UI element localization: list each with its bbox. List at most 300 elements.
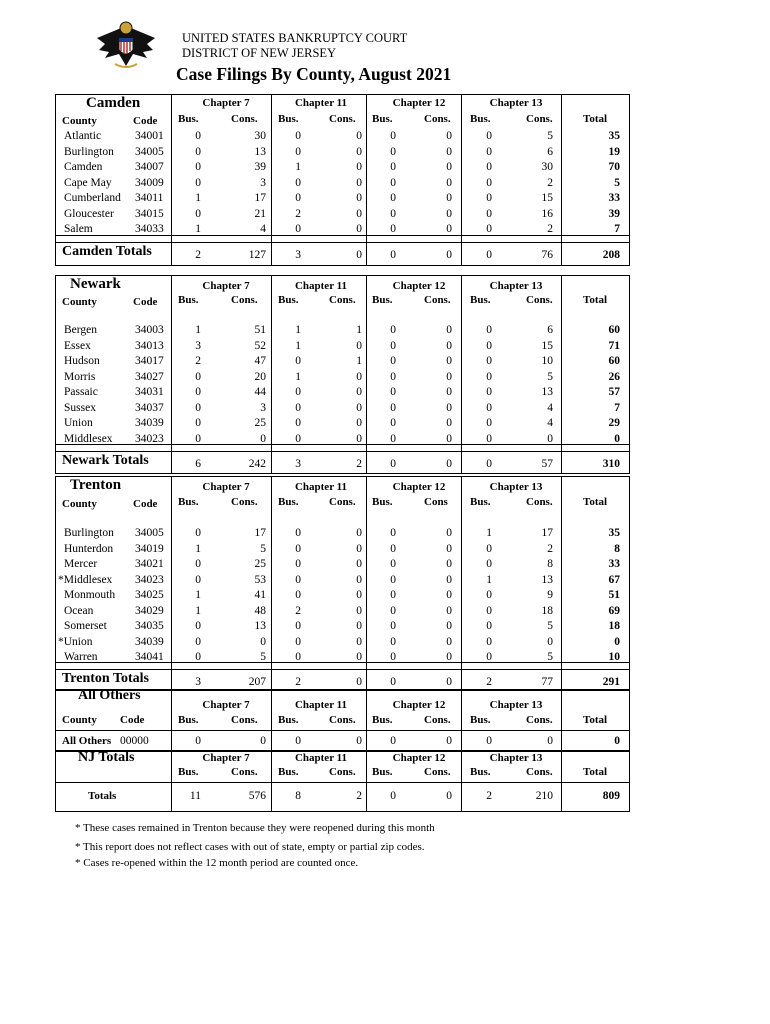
row-divider (56, 242, 629, 243)
chapter-13-header: Chapter 13 (489, 699, 543, 711)
total-cell: 39 (608, 207, 620, 220)
value-cell: 1 (195, 589, 201, 601)
county-name: *Union (58, 635, 93, 648)
county-name: Burlington (64, 527, 114, 539)
value-cell: 0 (486, 417, 492, 429)
chapter-12-header: Chapter 12 (392, 97, 446, 109)
value-cell: 17 (541, 527, 553, 539)
value-cell: 51 (254, 324, 266, 336)
value-cell: 0 (486, 249, 492, 261)
value-cell: 15 (541, 339, 553, 352)
value-cell: 17 (254, 527, 266, 539)
footnote-counted-once: * Cases re-opened within the 12 month period are counted once. (75, 857, 359, 869)
row-divider (56, 730, 629, 731)
value-cell: 16 (541, 207, 553, 220)
value-cell: 1 (195, 604, 201, 617)
value-cell: 1 (486, 527, 492, 539)
value-cell: 0 (446, 589, 452, 601)
value-cell: 0 (486, 635, 492, 648)
chapter-11-header: Chapter 11 (294, 97, 348, 109)
value-cell: 0 (356, 604, 362, 617)
value-cell: 0 (486, 589, 492, 601)
value-cell: 11 (189, 790, 201, 802)
all-others-row-label: All Others (62, 735, 112, 747)
value-cell: 13 (541, 573, 553, 586)
section-newark (55, 275, 630, 474)
value-cell: 0 (356, 735, 362, 747)
value-cell: 5 (260, 651, 266, 663)
chapter-7-header: Chapter 7 (202, 481, 250, 493)
total-cell: 8 (614, 542, 620, 555)
county-code: 34021 (135, 558, 164, 570)
county-code: 34037 (135, 401, 164, 414)
value-cell: 0 (356, 401, 362, 414)
value-cell: 5 (547, 620, 553, 632)
value-cell: 2 (295, 604, 301, 617)
value-cell: 0 (390, 370, 396, 383)
value-cell: 207 (248, 676, 266, 688)
business-subheader: Bus. (372, 294, 393, 306)
value-cell: 0 (446, 161, 452, 173)
total-cell: 10 (608, 651, 620, 663)
total-cell: 51 (608, 589, 620, 601)
value-cell: 0 (486, 735, 492, 747)
value-cell: 0 (356, 589, 362, 601)
page-title: Case Filings By County, August 2021 (176, 64, 452, 84)
value-cell: 0 (195, 558, 201, 570)
county-name: Middlesex (64, 432, 113, 445)
business-subheader: Bus. (470, 714, 491, 726)
value-cell: 0 (356, 161, 362, 173)
value-cell: 5 (547, 651, 553, 663)
value-cell: 210 (535, 790, 553, 802)
total-cell: 0 (614, 432, 620, 445)
chapter-11-header: Chapter 11 (294, 481, 348, 493)
value-cell: 0 (446, 355, 452, 367)
value-cell: 30 (541, 161, 553, 173)
value-cell: 0 (195, 651, 201, 663)
value-cell: 0 (486, 207, 492, 220)
value-cell: 2 (486, 790, 492, 802)
section-totals-label: Newark Totals (62, 453, 149, 468)
value-cell: 0 (486, 161, 492, 173)
value-cell: 1 (486, 573, 492, 586)
value-cell: 1 (356, 355, 362, 367)
value-cell: 76 (541, 249, 553, 261)
county-name: Union (64, 417, 93, 429)
value-cell: 0 (446, 635, 452, 648)
value-cell: 57 (541, 458, 553, 470)
section-totals-label: Trenton Totals (62, 671, 150, 686)
value-cell: 0 (486, 355, 492, 367)
value-cell: 20 (254, 370, 266, 383)
value-cell: 0 (446, 223, 452, 235)
county-name: Camden (64, 161, 103, 173)
value-cell: 0 (356, 542, 362, 555)
total-cell: 0 (614, 635, 620, 648)
value-cell: 0 (356, 635, 362, 648)
county-code: 34015 (135, 207, 164, 220)
value-cell: 41 (254, 589, 266, 601)
value-cell: 0 (486, 651, 492, 663)
value-cell: 1 (195, 223, 201, 235)
value-cell: 0 (195, 417, 201, 429)
value-cell: 0 (446, 651, 452, 663)
total-cell: 7 (614, 223, 620, 235)
consumer-subheader: Cons. (231, 113, 258, 125)
value-cell: 0 (356, 223, 362, 235)
value-cell: 6 (195, 458, 201, 470)
chapter-11-header: Chapter 11 (294, 699, 348, 711)
total-cell: 70 (608, 161, 620, 173)
chapter-7-header: Chapter 7 (202, 97, 250, 109)
total-cell: 291 (602, 676, 620, 688)
value-cell: 127 (248, 249, 266, 261)
total-cell: 69 (608, 604, 620, 617)
county-code: 34017 (135, 355, 164, 367)
total-cell: 7 (614, 401, 620, 414)
chapter-13-header: Chapter 13 (489, 280, 543, 292)
section-title: Camden (86, 95, 141, 111)
value-cell: 0 (547, 735, 553, 747)
value-cell: 0 (295, 589, 301, 601)
value-cell: 3 (195, 339, 201, 352)
business-subheader: Bus. (178, 113, 199, 125)
total-cell: 310 (602, 458, 620, 470)
county-name: Passaic (64, 386, 98, 398)
value-cell: 0 (390, 130, 396, 142)
county-code: 00000 (120, 735, 149, 747)
value-cell: 8 (547, 558, 553, 570)
section-all-others (55, 689, 630, 751)
value-cell: 0 (295, 735, 301, 747)
consumer-subheader: Cons. (526, 294, 553, 306)
value-cell: 0 (356, 676, 362, 688)
value-cell: 0 (446, 339, 452, 352)
value-cell: 5 (260, 542, 266, 555)
value-cell: 0 (390, 223, 396, 235)
county-name: Hudson (64, 355, 100, 367)
county-code: 34013 (135, 339, 164, 352)
value-cell: 0 (486, 604, 492, 617)
consumer-subheader: Cons. (231, 294, 258, 306)
business-subheader: Bus. (372, 113, 393, 125)
value-cell: 0 (486, 458, 492, 470)
footnote-zip-codes: * This report does not reflect cases with out of state, empty or partial zip codes. (75, 841, 425, 853)
value-cell: 44 (254, 386, 266, 398)
value-cell: 0 (446, 145, 452, 158)
value-cell: 0 (486, 339, 492, 352)
value-cell: 0 (195, 527, 201, 539)
business-subheader: Bus. (470, 496, 491, 508)
value-cell: 2 (195, 355, 201, 367)
consumer-subheader: Cons. (424, 113, 451, 125)
value-cell: 0 (390, 192, 396, 204)
value-cell: 0 (446, 676, 452, 688)
business-subheader: Bus. (178, 714, 199, 726)
chapter-11-header: Chapter 11 (294, 752, 348, 764)
value-cell: 576 (248, 790, 266, 802)
value-cell: 0 (547, 432, 553, 445)
value-cell: 15 (541, 192, 553, 204)
value-cell: 0 (446, 432, 452, 445)
value-cell: 8 (295, 790, 301, 802)
value-cell: 53 (254, 573, 266, 586)
value-cell: 0 (446, 573, 452, 586)
court-seal-eagle-icon (95, 20, 157, 72)
value-cell: 0 (446, 790, 452, 802)
value-cell: 0 (195, 130, 201, 142)
value-cell: 0 (356, 651, 362, 663)
value-cell: 0 (390, 651, 396, 663)
county-name: Bergen (64, 324, 98, 336)
court-name: UNITED STATES BANKRUPTCY COURT DISTRICT OF NEW JERSEY (182, 31, 408, 60)
county-code: 34027 (135, 370, 164, 383)
value-cell: 3 (260, 401, 266, 414)
value-cell: 18 (541, 604, 553, 617)
value-cell: 0 (486, 223, 492, 235)
value-cell: 3 (195, 676, 201, 688)
value-cell: 0 (295, 417, 301, 429)
value-cell: 0 (195, 635, 201, 648)
business-subheader: Bus. (278, 294, 299, 306)
business-subheader: Bus. (178, 496, 199, 508)
value-cell: 0 (446, 207, 452, 220)
total-cell: 208 (602, 249, 620, 261)
code-header: Code (120, 714, 145, 726)
business-subheader: Bus. (278, 714, 299, 726)
value-cell: 3 (295, 249, 301, 261)
consumer-subheader: Cons. (526, 714, 553, 726)
business-subheader: Bus. (470, 113, 491, 125)
business-subheader: Bus. (178, 766, 199, 778)
row-divider (56, 669, 629, 670)
value-cell: 0 (486, 176, 492, 189)
value-cell: 0 (486, 558, 492, 570)
total-cell: 33 (608, 192, 620, 204)
total-cell: 60 (608, 355, 620, 367)
value-cell: 0 (446, 620, 452, 632)
total-cell: 809 (602, 790, 620, 802)
value-cell: 0 (390, 589, 396, 601)
value-cell: 21 (254, 207, 266, 220)
value-cell: 2 (547, 176, 553, 189)
county-code: 34019 (135, 542, 164, 555)
value-cell: 1 (295, 161, 301, 173)
value-cell: 1 (195, 192, 201, 204)
county-code: 34007 (135, 161, 164, 173)
total-cell: 5 (614, 176, 620, 189)
value-cell: 0 (390, 145, 396, 158)
business-subheader: Bus. (470, 766, 491, 778)
value-cell: 3 (295, 458, 301, 470)
value-cell: 0 (446, 176, 452, 189)
code-header: Code (133, 115, 158, 127)
nj-totals-row-label: Totals (88, 790, 117, 802)
value-cell: 47 (254, 355, 266, 367)
value-cell: 0 (486, 130, 492, 142)
value-cell: 0 (390, 542, 396, 555)
value-cell: 0 (260, 432, 266, 445)
value-cell: 1 (195, 324, 201, 336)
value-cell: 0 (390, 620, 396, 632)
county-name: *Middlesex (58, 573, 113, 586)
value-cell: 13 (254, 145, 266, 158)
county-name: Hunterdon (64, 542, 114, 555)
value-cell: 0 (390, 573, 396, 586)
value-cell: 0 (195, 432, 201, 445)
county-name: Salem (64, 223, 93, 235)
section-trenton (55, 476, 630, 691)
value-cell: 0 (195, 145, 201, 158)
county-name: Ocean (64, 604, 94, 617)
value-cell: 0 (390, 207, 396, 220)
value-cell: 4 (260, 223, 266, 235)
consumer-subheader: Cons. (424, 714, 451, 726)
value-cell: 39 (254, 161, 266, 173)
business-subheader: Bus. (178, 294, 199, 306)
county-name: Warren (64, 651, 98, 663)
value-cell: 0 (390, 401, 396, 414)
county-name: Atlantic (64, 130, 102, 142)
value-cell: 2 (295, 676, 301, 688)
value-cell: 0 (356, 145, 362, 158)
value-cell: 0 (390, 604, 396, 617)
value-cell: 17 (254, 192, 266, 204)
value-cell: 2 (356, 790, 362, 802)
business-subheader: Bus. (278, 113, 299, 125)
value-cell: 30 (254, 130, 266, 142)
county-code: 34023 (135, 432, 164, 445)
value-cell: 0 (356, 249, 362, 261)
consumer-subheader: Cons. (231, 496, 258, 508)
value-cell: 0 (356, 130, 362, 142)
county-code: 34041 (135, 651, 164, 663)
value-cell: 0 (195, 573, 201, 586)
value-cell: 0 (356, 417, 362, 429)
section-totals-label: Camden Totals (62, 244, 152, 259)
section-title: NJ Totals (78, 750, 135, 765)
county-name: Somerset (64, 620, 107, 632)
value-cell: 1 (195, 542, 201, 555)
chapter-7-header: Chapter 7 (202, 699, 250, 711)
value-cell: 4 (547, 417, 553, 429)
value-cell: 4 (547, 401, 553, 414)
value-cell: 13 (541, 386, 553, 398)
value-cell: 0 (486, 370, 492, 383)
total-cell: 0 (614, 735, 620, 747)
value-cell: 0 (195, 176, 201, 189)
value-cell: 0 (446, 542, 452, 555)
consumer-subheader: Cons. (526, 766, 553, 778)
footnote-reopened: * These cases remained in Trenton because they were reopened during this month (75, 822, 435, 834)
section-title: Trenton (70, 477, 122, 493)
business-subheader: Bus. (470, 294, 491, 306)
value-cell: 2 (356, 458, 362, 470)
value-cell: 0 (195, 161, 201, 173)
value-cell: 0 (356, 176, 362, 189)
value-cell: 77 (541, 676, 553, 688)
value-cell: 0 (390, 386, 396, 398)
value-cell: 52 (254, 339, 266, 352)
value-cell: 0 (446, 130, 452, 142)
chapter-13-header: Chapter 13 (489, 97, 543, 109)
consumer-subheader: Cons. (424, 294, 451, 306)
value-cell: 0 (446, 417, 452, 429)
value-cell: 0 (390, 635, 396, 648)
value-cell: 0 (446, 370, 452, 383)
value-cell: 0 (446, 458, 452, 470)
value-cell: 0 (295, 432, 301, 445)
value-cell: 0 (356, 386, 362, 398)
county-name: Morris (64, 370, 96, 383)
consumer-subheader: Cons. (526, 496, 553, 508)
total-cell: 18 (608, 620, 620, 632)
business-subheader: Bus. (372, 714, 393, 726)
county-code: 34005 (135, 527, 164, 539)
value-cell: 0 (356, 620, 362, 632)
value-cell: 1 (295, 324, 301, 336)
value-cell: 1 (295, 339, 301, 352)
section-title: Newark (70, 276, 121, 292)
consumer-subheader: Cons. (329, 714, 356, 726)
consumer-subheader: Cons. (231, 766, 258, 778)
county-code: 34033 (135, 223, 164, 235)
value-cell: 0 (356, 432, 362, 445)
value-cell: 0 (486, 542, 492, 555)
total-cell: 19 (608, 145, 620, 158)
value-cell: 0 (295, 573, 301, 586)
consumer-subheader: Cons. (526, 113, 553, 125)
value-cell: 0 (390, 161, 396, 173)
value-cell: 0 (356, 573, 362, 586)
business-subheader: Bus. (278, 766, 299, 778)
value-cell: 0 (390, 339, 396, 352)
county-name: Sussex (64, 401, 96, 414)
section-camden (55, 94, 630, 266)
county-header: County (62, 714, 97, 726)
value-cell: 0 (295, 635, 301, 648)
row-divider (56, 451, 629, 452)
code-header: Code (133, 296, 158, 308)
value-cell: 2 (295, 207, 301, 220)
value-cell: 25 (254, 558, 266, 570)
value-cell: 242 (248, 458, 266, 470)
value-cell: 0 (390, 676, 396, 688)
county-code: 34001 (135, 130, 164, 142)
value-cell: 0 (446, 401, 452, 414)
consumer-subheader: Cons. (329, 294, 356, 306)
value-cell: 0 (195, 370, 201, 383)
value-cell: 5 (547, 370, 553, 383)
value-cell: 0 (390, 527, 396, 539)
value-cell: 0 (486, 432, 492, 445)
county-code: 34039 (135, 417, 164, 429)
value-cell: 0 (446, 386, 452, 398)
value-cell: 0 (390, 249, 396, 261)
consumer-subheader: Cons. (329, 113, 356, 125)
county-code: 34029 (135, 604, 164, 617)
value-cell: 0 (195, 207, 201, 220)
value-cell: 0 (356, 527, 362, 539)
county-code: 34023 (135, 573, 164, 586)
value-cell: 0 (446, 324, 452, 336)
total-cell: 57 (608, 386, 620, 398)
value-cell: 0 (260, 735, 266, 747)
county-code: 34009 (135, 176, 164, 189)
value-cell: 0 (295, 192, 301, 204)
value-cell: 0 (295, 527, 301, 539)
